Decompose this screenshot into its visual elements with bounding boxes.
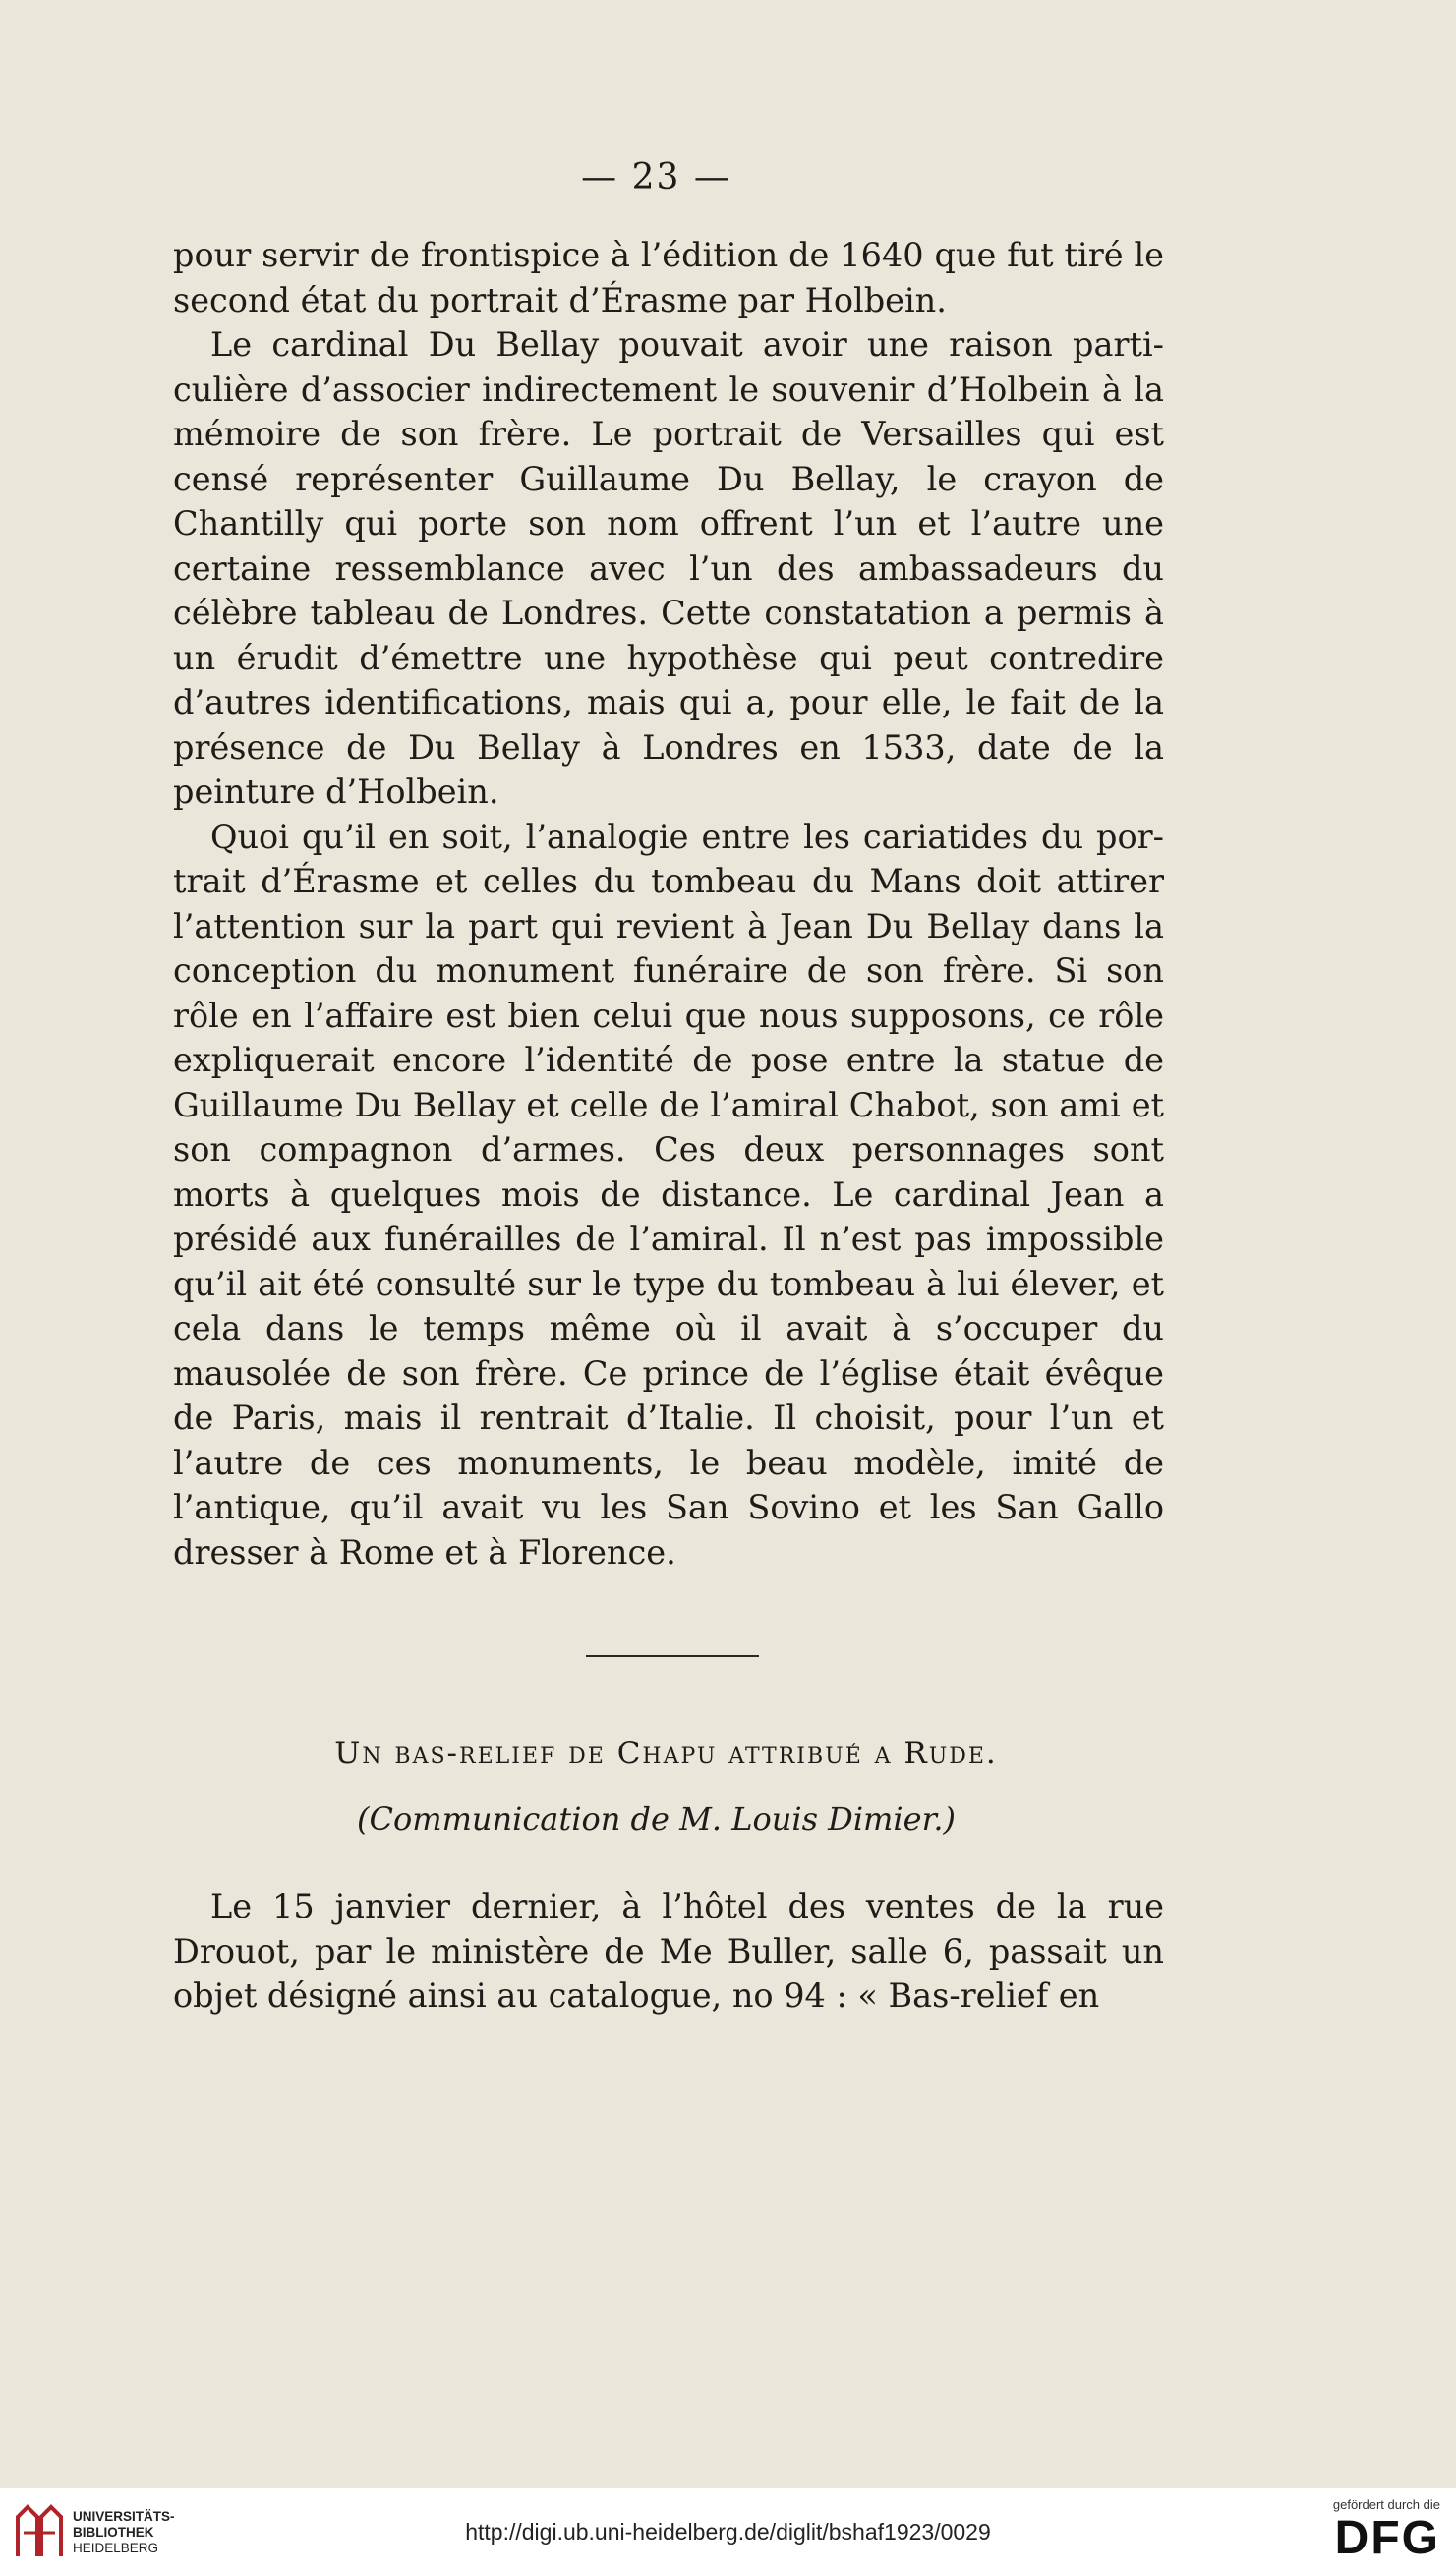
paragraph-1: pour servir de frontispice à l’édition de 1640 que fut tiré le second état du portrait d’Érasme par Holbein. (173, 236, 1164, 319)
funding-block (1333, 2497, 1440, 2565)
library-name-line-1: UNIVERSITÄTS- (73, 2509, 175, 2524)
dfg-logo: DFG (1334, 2512, 1440, 2564)
footer-bar (0, 2488, 1456, 2576)
source-url-link[interactable]: http://digi.ub.uni-heidelberg.de/diglit/bshaf1923/0029 (465, 2519, 991, 2545)
library-name-line-2: BIBLIOTHEK (73, 2525, 154, 2540)
section-body-text (173, 1884, 1164, 2019)
page-number: — 23 — (581, 157, 731, 198)
paragraph-3: Quoi qu’il en soit, l’analogie entre les cariatides du portrait d’Érasme et celles du tombeau du Mans doit attirer l’attention sur la part qui revient à Jean Du Bellay dans la conception du monument funéraire de son frère. Si son rôle en l’affaire est bien celui que nous supposons, ce rôle expliquerait encore l’identité de pose entre la statue de Guillaume Du Bellay et celle de l’amiral Chabot, son ami et son compagnon d’armes. Ces deux personnages sont morts à quelques mois de distance. Le cardinal Jean a présidé aux funérailles de l’amiral. Il n’est pas impossible qu’il ait été consulté sur le type du tombeau à lui élever, et cela dans le temps même où il avait à s’occuper du mausolée de son frère. Ce prince de l’église était évêque de Paris, mais il rentrait d’Italie. Il choisit, pour l’un et l’autre de ces monuments, le beau modèle, imité de l’antique, qu’il avait vu les San Sovino et les San Gallo dresser à Rome et à Florence. (173, 817, 1164, 1572)
body-text (173, 233, 1164, 1574)
section-title: Un bas-relief de Chapu attribué a Rude. (334, 1736, 998, 1771)
funded-by-label: gefördert durch die (1332, 2497, 1440, 2512)
paragraph-2: Le cardinal Du Bellay pouvait avoir une raison particulière d’associer indirectement le souvenir d’Holbein à la mémoire de son frère. Le portrait de Versailles qui est censé représenter Guillaume Du Bellay, le crayon de Chantilly qui porte son nom offrent l’un et l’autre une certaine ressemblance avec l’un des ambassadeurs du célèbre tableau de Londres. Cette constatation a permis à un érudit d’émettre une hypothèse qui peut contredire d’autres identifications, mais qui a, pour elle, le fait de la présence de Du Bellay à Londres en 1533, date de la peinture d’Holbein. (173, 325, 1164, 811)
library-name-line-3: HEIDELBERG (73, 2541, 159, 2555)
section-paragraph-1: Le 15 janvier dernier, à l’hôtel des ventes de la rue Drouot, par le ministère de Me Buller, salle 6, passait un objet désigné ainsi au catalogue, no 94 : « Bas-relief en (173, 1887, 1164, 2015)
section-subtitle: (Communication de M. Louis Dimier.) (356, 1801, 956, 1838)
section-divider (586, 1655, 759, 1657)
